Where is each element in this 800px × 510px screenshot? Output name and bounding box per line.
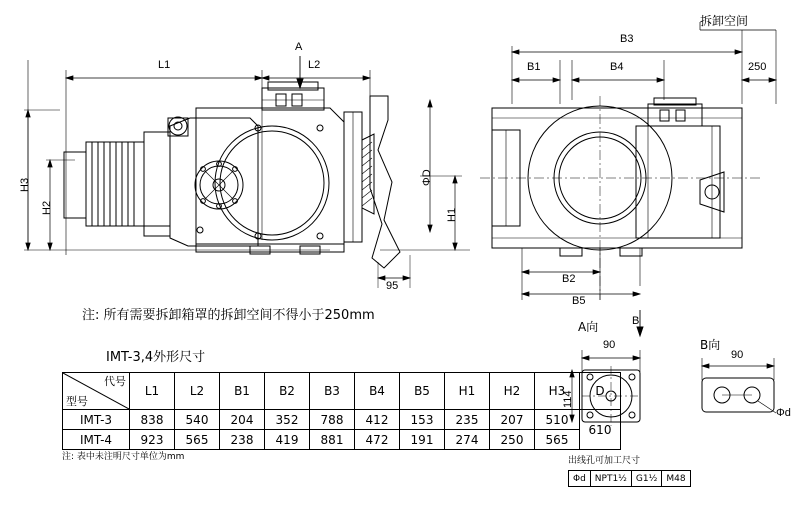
cell-imt4-B4: 472 — [355, 430, 400, 450]
row-header-imt3: IMT-3 — [63, 410, 130, 430]
dim-label-95: 95 — [386, 280, 399, 292]
cell-imt3-B3: 788 — [310, 410, 355, 430]
col-header-B1: B1 — [220, 373, 265, 410]
col-header-L1: L1 — [130, 373, 175, 410]
col-header-L2: L2 — [175, 373, 220, 410]
cell-imt3-L2: 540 — [175, 410, 220, 430]
hole-cell-npt: NPT1½ — [590, 471, 631, 487]
dim-label-B4: B4 — [610, 61, 624, 73]
cell-imt4-B3: 881 — [310, 430, 355, 450]
spec-table-footnote: 注: 表中未注明尺寸单位为mm — [62, 452, 185, 462]
col-header-B2: B2 — [265, 373, 310, 410]
dim-label-B2: B2 — [562, 273, 576, 285]
cell-imt3-H2: 207 — [490, 410, 535, 430]
dim-label-H1: H1 — [446, 207, 458, 222]
disassembly-note: 注: 所有需要拆卸箱罩的拆卸空间不得小于250mm — [82, 308, 375, 323]
detail-A-dim-114: 114 — [562, 390, 574, 408]
cell-imt4-H1: 274 — [445, 430, 490, 450]
cell-imt4-B2: 419 — [265, 430, 310, 450]
col-header-D: D — [580, 373, 621, 410]
cell-imt4-L1: 923 — [130, 430, 175, 450]
cell-imt3-B4: 412 — [355, 410, 400, 430]
table-header-row — [63, 373, 621, 410]
dim-label-L1: L1 — [158, 59, 171, 71]
hole-size-table — [568, 470, 691, 487]
cell-imt4-B1: 238 — [220, 430, 265, 450]
detail-B-label: B向 — [700, 338, 721, 352]
spec-table — [62, 372, 621, 450]
detail-A-arrow-B: B — [632, 315, 640, 327]
cell-imt3-B1: 204 — [220, 410, 265, 430]
detail-B-dim-90: 90 — [731, 349, 744, 361]
corner-label-code: 代号 — [104, 375, 126, 388]
dim-label-H3: H3 — [19, 177, 31, 192]
dim-label-B1: B1 — [527, 61, 541, 73]
cell-imt4-H2: 250 — [490, 430, 535, 450]
cell-imt3-B5: 153 — [400, 410, 445, 430]
cell-imt4-H3: 565 — [535, 430, 580, 450]
dim-label-250: 250 — [748, 61, 767, 73]
col-header-B5: B5 — [400, 373, 445, 410]
dim-label-H2: H2 — [41, 200, 53, 215]
col-header-H1: H1 — [445, 373, 490, 410]
dim-label-B5: B5 — [572, 295, 586, 307]
table-corner-cell — [63, 373, 130, 410]
table-row — [63, 410, 621, 430]
cell-imt3-H3: 510 — [535, 410, 580, 430]
detail-A-label: A向 — [578, 320, 599, 334]
hole-cell-phid: Φd — [569, 471, 591, 487]
hole-cell-g: G1½ — [631, 471, 661, 487]
spec-table-title: IMT-3,4外形尺寸 — [106, 350, 206, 365]
dim-label-phiD: ΦD — [421, 169, 433, 186]
dim-label-L2: L2 — [308, 59, 321, 71]
cell-imt3-B2: 352 — [265, 410, 310, 430]
cell-imt4-L2: 565 — [175, 430, 220, 450]
table-row — [63, 430, 621, 450]
table-row — [569, 471, 691, 487]
col-header-B4: B4 — [355, 373, 400, 410]
hole-note: 出线孔可加工尺寸 — [568, 456, 641, 466]
cell-D-value: 610 — [580, 410, 621, 450]
col-header-B3: B3 — [310, 373, 355, 410]
disassembly-space-label: 拆卸空间 — [700, 14, 749, 28]
corner-label-model: 型号 — [66, 395, 88, 408]
dim-label-B3: B3 — [620, 33, 634, 45]
section-marker-A: A — [295, 41, 303, 53]
row-header-imt4: IMT-4 — [63, 430, 130, 450]
detail-B-dim-phid: Φd — [776, 407, 791, 419]
cell-imt4-B5: 191 — [400, 430, 445, 450]
col-header-H2: H2 — [490, 373, 535, 410]
col-header-H3: H3 — [535, 373, 580, 410]
cell-imt3-H1: 235 — [445, 410, 490, 430]
detail-A-dim-90: 90 — [603, 339, 616, 351]
hole-cell-m48: M48 — [662, 471, 690, 487]
cell-imt3-L1: 838 — [130, 410, 175, 430]
